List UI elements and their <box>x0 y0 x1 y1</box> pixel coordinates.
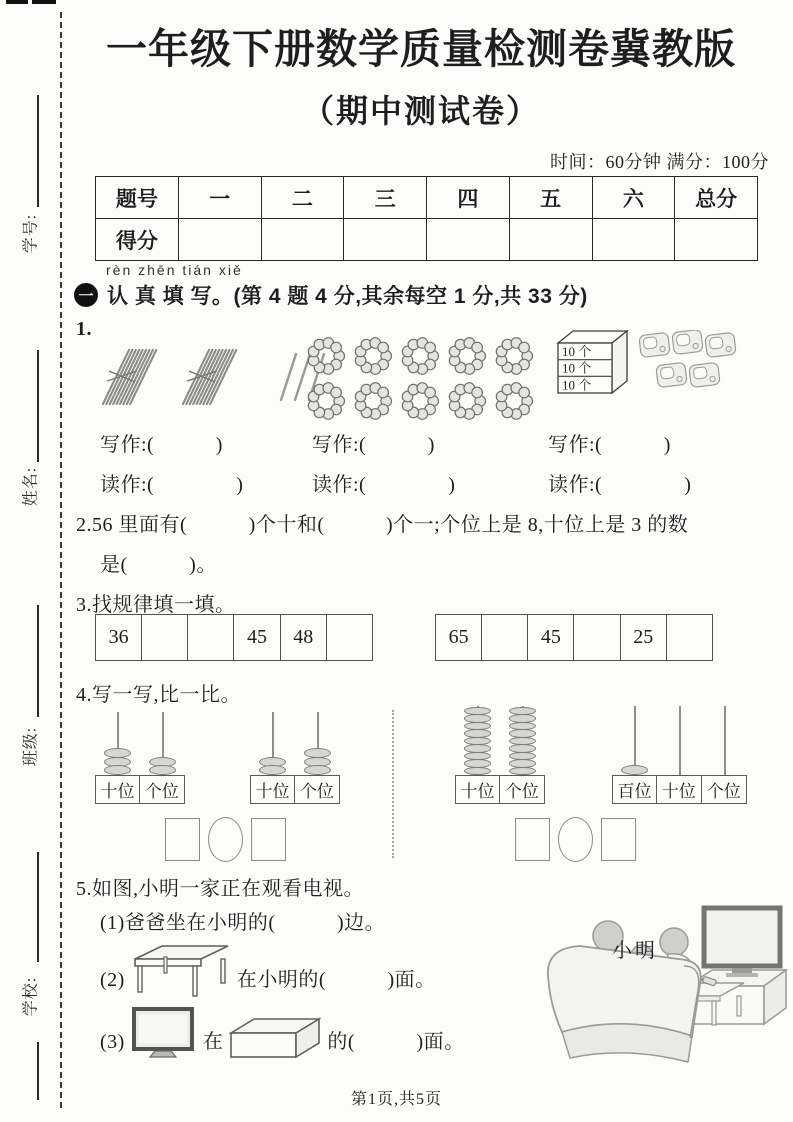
abacus-rod <box>724 706 726 775</box>
vertical-dotted-divider <box>392 710 394 858</box>
abacus-bead <box>104 765 131 775</box>
score-header-cell: 二 <box>261 177 344 219</box>
table-icon <box>131 942 231 998</box>
section-one-title: 认 真 填 写。(第 4 题 4 分,其余每空 1 分,共 33 分) <box>107 285 588 308</box>
write-as-blank: 写作:( ) <box>548 434 671 456</box>
abacus-right-b <box>612 706 747 804</box>
crop-mark <box>32 0 56 4</box>
comparison-group-right <box>515 817 636 862</box>
class-label: 班级: <box>22 726 40 767</box>
name-blank-line <box>37 350 39 462</box>
abacus-rod-column <box>295 712 340 804</box>
abacus-bead <box>259 765 286 775</box>
sticks-figure <box>95 338 330 423</box>
abacus-bead <box>509 767 536 776</box>
exam-meta: 时间：60分钟 满分：100分 <box>550 152 769 172</box>
section-one-header <box>74 280 588 310</box>
score-cell <box>178 219 261 261</box>
read-as-blank: 读作:( ) <box>312 474 456 496</box>
write-as-blank: 写作:( ) <box>100 434 223 456</box>
comparison-circle <box>558 817 593 862</box>
answer-box <box>165 818 200 861</box>
tv-icon <box>704 908 780 977</box>
question-5-item-1: (1)爸爸坐在小明的( )边。 <box>100 912 386 934</box>
abacus-bead <box>304 765 331 775</box>
item-3-mid: 在 <box>202 1031 224 1053</box>
question-5-item-3 <box>100 1006 465 1060</box>
question-5-title: 5.如图,小明一家正在观看电视。 <box>76 878 364 900</box>
sequence-cell: 45 <box>234 615 280 661</box>
score-table <box>95 176 758 261</box>
ten-count-boxes-figure <box>556 328 630 396</box>
sequence-cell: 65 <box>436 615 482 661</box>
page-title: 一年级下册数学质量检测卷冀教版 <box>106 26 736 72</box>
abacus-rod-column <box>612 706 657 804</box>
read-as-blank: 读作:( ) <box>100 474 244 496</box>
answer-box <box>601 818 636 861</box>
sequence-cell: 48 <box>280 615 326 661</box>
student-id-blank-line <box>37 95 39 207</box>
score-header-cell: 六 <box>592 177 675 219</box>
sequence-cell <box>326 615 372 661</box>
cabinet-icon <box>229 1014 321 1060</box>
score-value-row <box>96 219 758 261</box>
read-as-blank: 读作:( ) <box>548 474 692 496</box>
pinyin-annotation: rèn zhēn tián xiě <box>106 262 243 278</box>
number-sequence-table-1 <box>95 614 373 661</box>
sequence-cell <box>574 615 620 661</box>
write-as-blank: 写作:( ) <box>312 434 435 456</box>
abacus-rod <box>679 706 681 775</box>
score-cell <box>509 219 592 261</box>
sequence-cell <box>142 615 188 661</box>
abacus-right-a <box>455 706 545 804</box>
score-cell <box>675 219 758 261</box>
score-cell <box>261 219 344 261</box>
score-row-label: 得分 <box>96 219 179 261</box>
sequence-cell: 25 <box>620 615 666 661</box>
svg-text:10 个: 10 个 <box>562 360 592 376</box>
abacus-rod-column <box>95 712 140 804</box>
score-cell <box>344 219 427 261</box>
family-watching-tv-illustration <box>536 886 790 1082</box>
question-1-number: 1. <box>76 318 92 340</box>
abacus-place-label: 百位 <box>612 775 657 804</box>
score-header-cell: 三 <box>344 177 427 219</box>
abacus-rod-column <box>657 706 702 804</box>
xiaoming-figure-label: 小明 <box>612 940 658 962</box>
item-3-suffix: 的( )面。 <box>327 1031 465 1053</box>
score-header-cell: 总分 <box>675 177 758 219</box>
abacus-place-label: 个位 <box>294 775 340 804</box>
page-number-footer: 第1页,共5页 <box>350 1091 442 1108</box>
svg-text:10 个: 10 个 <box>562 344 592 359</box>
abacus-place-label: 个位 <box>499 775 545 804</box>
abacus-place-label: 个位 <box>701 775 747 804</box>
student-id-label: 学号: <box>22 213 40 254</box>
score-header-cell: 五 <box>509 177 592 219</box>
sequence-cell <box>482 615 528 661</box>
question-2-line1: 2.56 里面有( )个十和( )个一;个位上是 8,十位上是 3 的数 <box>76 514 689 536</box>
abacus-rod-column <box>250 712 295 804</box>
abacus-rod-column <box>500 706 545 804</box>
svg-text:10 个: 10 个 <box>562 377 592 393</box>
abacus-left-b <box>250 712 340 804</box>
abacus-bead <box>464 767 491 776</box>
abacus-bead <box>149 765 176 775</box>
question-4-title: 4.写一写,比一比。 <box>76 684 241 706</box>
abacus-rod-column <box>455 706 500 804</box>
sharpeners-figure <box>638 330 740 394</box>
sequence-cell: 45 <box>528 615 574 661</box>
number-sequence-table-2 <box>435 614 713 661</box>
wreaths-figure <box>302 332 542 424</box>
dashed-cut-line <box>60 12 62 1108</box>
sequence-cell <box>188 615 234 661</box>
class-blank-line <box>37 605 39 717</box>
score-header-row <box>96 177 758 219</box>
item-3-prefix: (3) <box>100 1031 125 1053</box>
sequence-cell: 36 <box>96 615 142 661</box>
abacus-left-a <box>95 712 185 804</box>
score-header-cell: 一 <box>178 177 261 219</box>
question-3-title: 3.找规律填一填。 <box>76 594 236 616</box>
abacus-bead <box>621 765 648 775</box>
abacus-place-label: 十位 <box>455 775 500 804</box>
item-2-suffix: 在小明的( )面。 <box>236 969 436 991</box>
question-5-item-2 <box>100 942 436 998</box>
answer-box <box>251 818 286 861</box>
abacus-place-label: 个位 <box>139 775 185 804</box>
name-label: 姓名: <box>22 466 40 507</box>
abacus-place-label: 十位 <box>656 775 702 804</box>
question-2-line2: 是( )。 <box>100 554 217 576</box>
score-header-cell: 题号 <box>96 177 179 219</box>
section-number-badge-icon: 一 <box>74 283 98 307</box>
school-label: 学校: <box>22 976 40 1017</box>
abacus-place-label: 十位 <box>250 775 295 804</box>
sequence-cell <box>666 615 712 661</box>
abacus-rod-column <box>702 706 747 804</box>
answer-box <box>515 818 550 861</box>
tv-icon <box>131 1006 197 1060</box>
abacus-place-label: 十位 <box>95 775 140 804</box>
school-blank-line <box>37 852 39 962</box>
item-2-prefix: (2) <box>100 969 125 991</box>
score-cell <box>592 219 675 261</box>
score-header-cell: 四 <box>427 177 510 219</box>
comparison-circle <box>208 817 243 862</box>
comparison-group-left <box>165 817 286 862</box>
page-subtitle: （期中测试卷） <box>301 93 540 129</box>
abacus-rod-column <box>140 712 185 804</box>
crop-mark <box>6 0 28 4</box>
score-cell <box>427 219 510 261</box>
